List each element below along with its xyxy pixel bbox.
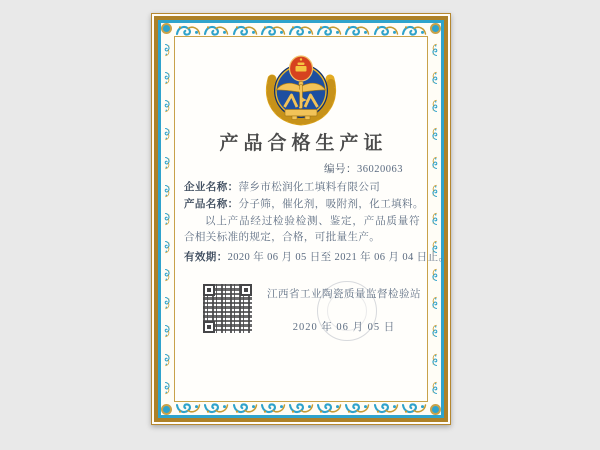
product-name-row [184,196,424,211]
qr-finder-icon [203,321,215,333]
product-name-label: 产品名称： [184,199,239,210]
serial-number-line [324,161,403,176]
certificate-card [151,13,451,425]
corner-rosette-icon [430,23,441,34]
frame-teal-band [158,20,450,418]
qualification-statement: 以上产品经过检验检测、鉴定，产品质量符合相关标准的规定，合格，可批量生产。 [184,216,420,243]
ornament-strip-bottom [174,402,428,415]
frame-ornament-band [161,23,450,415]
validity-value: 2020 年 06 月 05 日至 2021 年 06 月 04 日止。 [227,252,450,263]
corner-rosette-icon [430,404,441,415]
qr-code [203,284,252,333]
serial-label: 编号： [324,164,357,175]
frame-gold-band [154,16,448,422]
company-name-label: 企业名称： [184,182,239,193]
validity-label: 有效期： [184,252,228,263]
ornament-strip-left [161,36,174,402]
qr-finder-icon [203,284,215,296]
certificate-content [174,36,450,402]
ornament-strip-right [428,36,441,402]
issue-date: 2020 年 06 月 05 日 [292,322,396,333]
corner-rosette-icon [161,23,172,34]
product-name-value: 分子筛，催化剂，吸附剂，化工填料。 [238,199,424,210]
company-name-row [184,179,421,194]
certificate-title: 产品合格生产证 [219,133,388,154]
validity-row [184,249,450,264]
company-name-value: 萍乡市松润化工填料有限公司 [238,182,381,193]
issuer-name: 江西省工业陶瓷质量监督检验站 [267,289,421,300]
qr-finder-icon [240,284,252,296]
ornament-strip-top [174,23,428,36]
quality-supervision-badge-icon [256,53,346,127]
serial-number: 36020063 [357,164,403,175]
corner-rosette-icon [161,404,172,415]
